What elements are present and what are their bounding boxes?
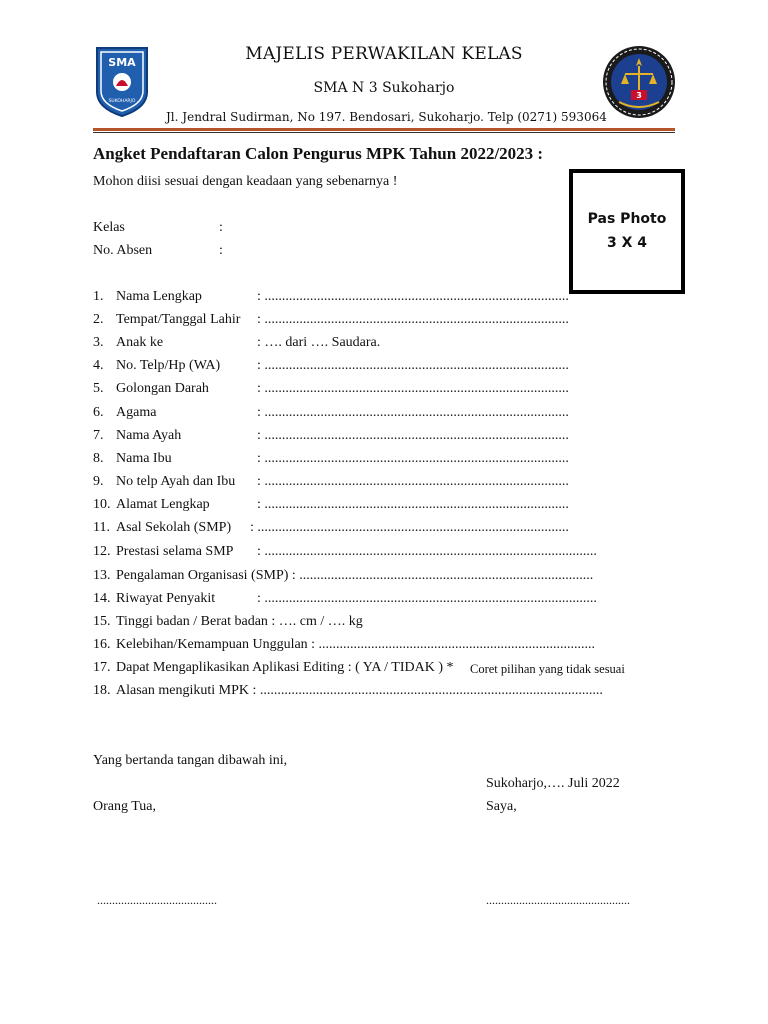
signature-intro: Yang bertanda tangan dibawah ini, — [93, 753, 288, 768]
school-name: SMA N 3 Sukoharjo — [313, 80, 455, 96]
org-title: MAJELIS PERWAKILAN KELAS — [245, 44, 523, 64]
photo-label: Pas Photo — [587, 211, 667, 227]
photo-box — [569, 169, 685, 294]
list-item: 11. Asal Sekolah (SMP) : ......................................................................................... — [93, 520, 569, 535]
absen-label: No. Absen — [93, 243, 153, 258]
list-item: 10. Alamat Lengkap : ....................................................................................... — [93, 497, 569, 512]
kelas-label: Kelas — [93, 220, 125, 235]
list-item: 17. Dapat Mengaplikasikan Aplikasi Editing : ( YA / TIDAK ) * Coret pilihan yang tidak sesuai — [93, 660, 625, 676]
list-item: 2. Tempat/Tanggal Lahir : ....................................................................................... — [93, 312, 569, 327]
absen-colon: : — [219, 243, 223, 258]
student-signature-line: ................................................ — [486, 893, 630, 907]
list-item: 1. Nama Lengkap : ....................................................................................... — [93, 289, 569, 304]
logo-left-text: SMA — [108, 56, 136, 69]
parent-signature-line: ........................................ — [97, 893, 217, 907]
list-item: 3. Anak ke : …. dari …. Saudara. — [93, 335, 381, 350]
kelas-colon: : — [219, 220, 223, 235]
list-item: 13. Pengalaman Organisasi (SMP) : .................................................................................... — [93, 568, 594, 583]
list-item: 8. Nama Ibu : ....................................................................................... — [93, 451, 569, 466]
list-item: 14. Riwayat Penyakit : ............................................................................................... — [93, 591, 597, 606]
header-divider-thin — [93, 132, 675, 133]
header-divider-thick — [93, 128, 675, 131]
list-item: 9. No telp Ayah dan Ibu : ....................................................................................... — [93, 474, 569, 489]
logo-right-badge: 3 — [636, 91, 642, 100]
school-address: Jl. Jendral Sudirman, No 197. Bendosari, Sukoharjo. Telp (0271) 593064 — [166, 110, 607, 124]
list-item: 7. Nama Ayah : ....................................................................................... — [93, 428, 569, 443]
form-title: Angket Pendaftaran Calon Pengurus MPK Tahun 2022/2023 : — [93, 144, 544, 163]
form-instruction: Mohon diisi sesuai dengan keadaan yang sebenarnya ! — [93, 174, 398, 189]
list-item: 18. Alasan mengikuti MPK : .................................................................................................. — [93, 683, 603, 698]
list-item: 15. Tinggi badan / Berat badan : …. cm / …. kg — [93, 614, 363, 629]
list-item: 4. No. Telp/Hp (WA) : ....................................................................................... — [93, 358, 569, 373]
list-item: 5. Golongan Darah : ....................................................................................... — [93, 381, 569, 396]
logo-left-caption: SUKOHARJO — [108, 99, 136, 104]
signature-place-date: Sukoharjo,…. Juli 2022 — [486, 776, 620, 791]
parent-role: Orang Tua, — [93, 799, 157, 814]
list-item: 12. Prestasi selama SMP : ............................................................................................... — [93, 544, 597, 559]
list-item: 6. Agama : ....................................................................................... — [93, 405, 569, 420]
student-role: Saya, — [486, 799, 517, 814]
photo-size: 3 X 4 — [606, 235, 648, 251]
list-item: 16. Kelebihan/Kemampuan Unggulan : ............................................................................... — [93, 637, 596, 652]
